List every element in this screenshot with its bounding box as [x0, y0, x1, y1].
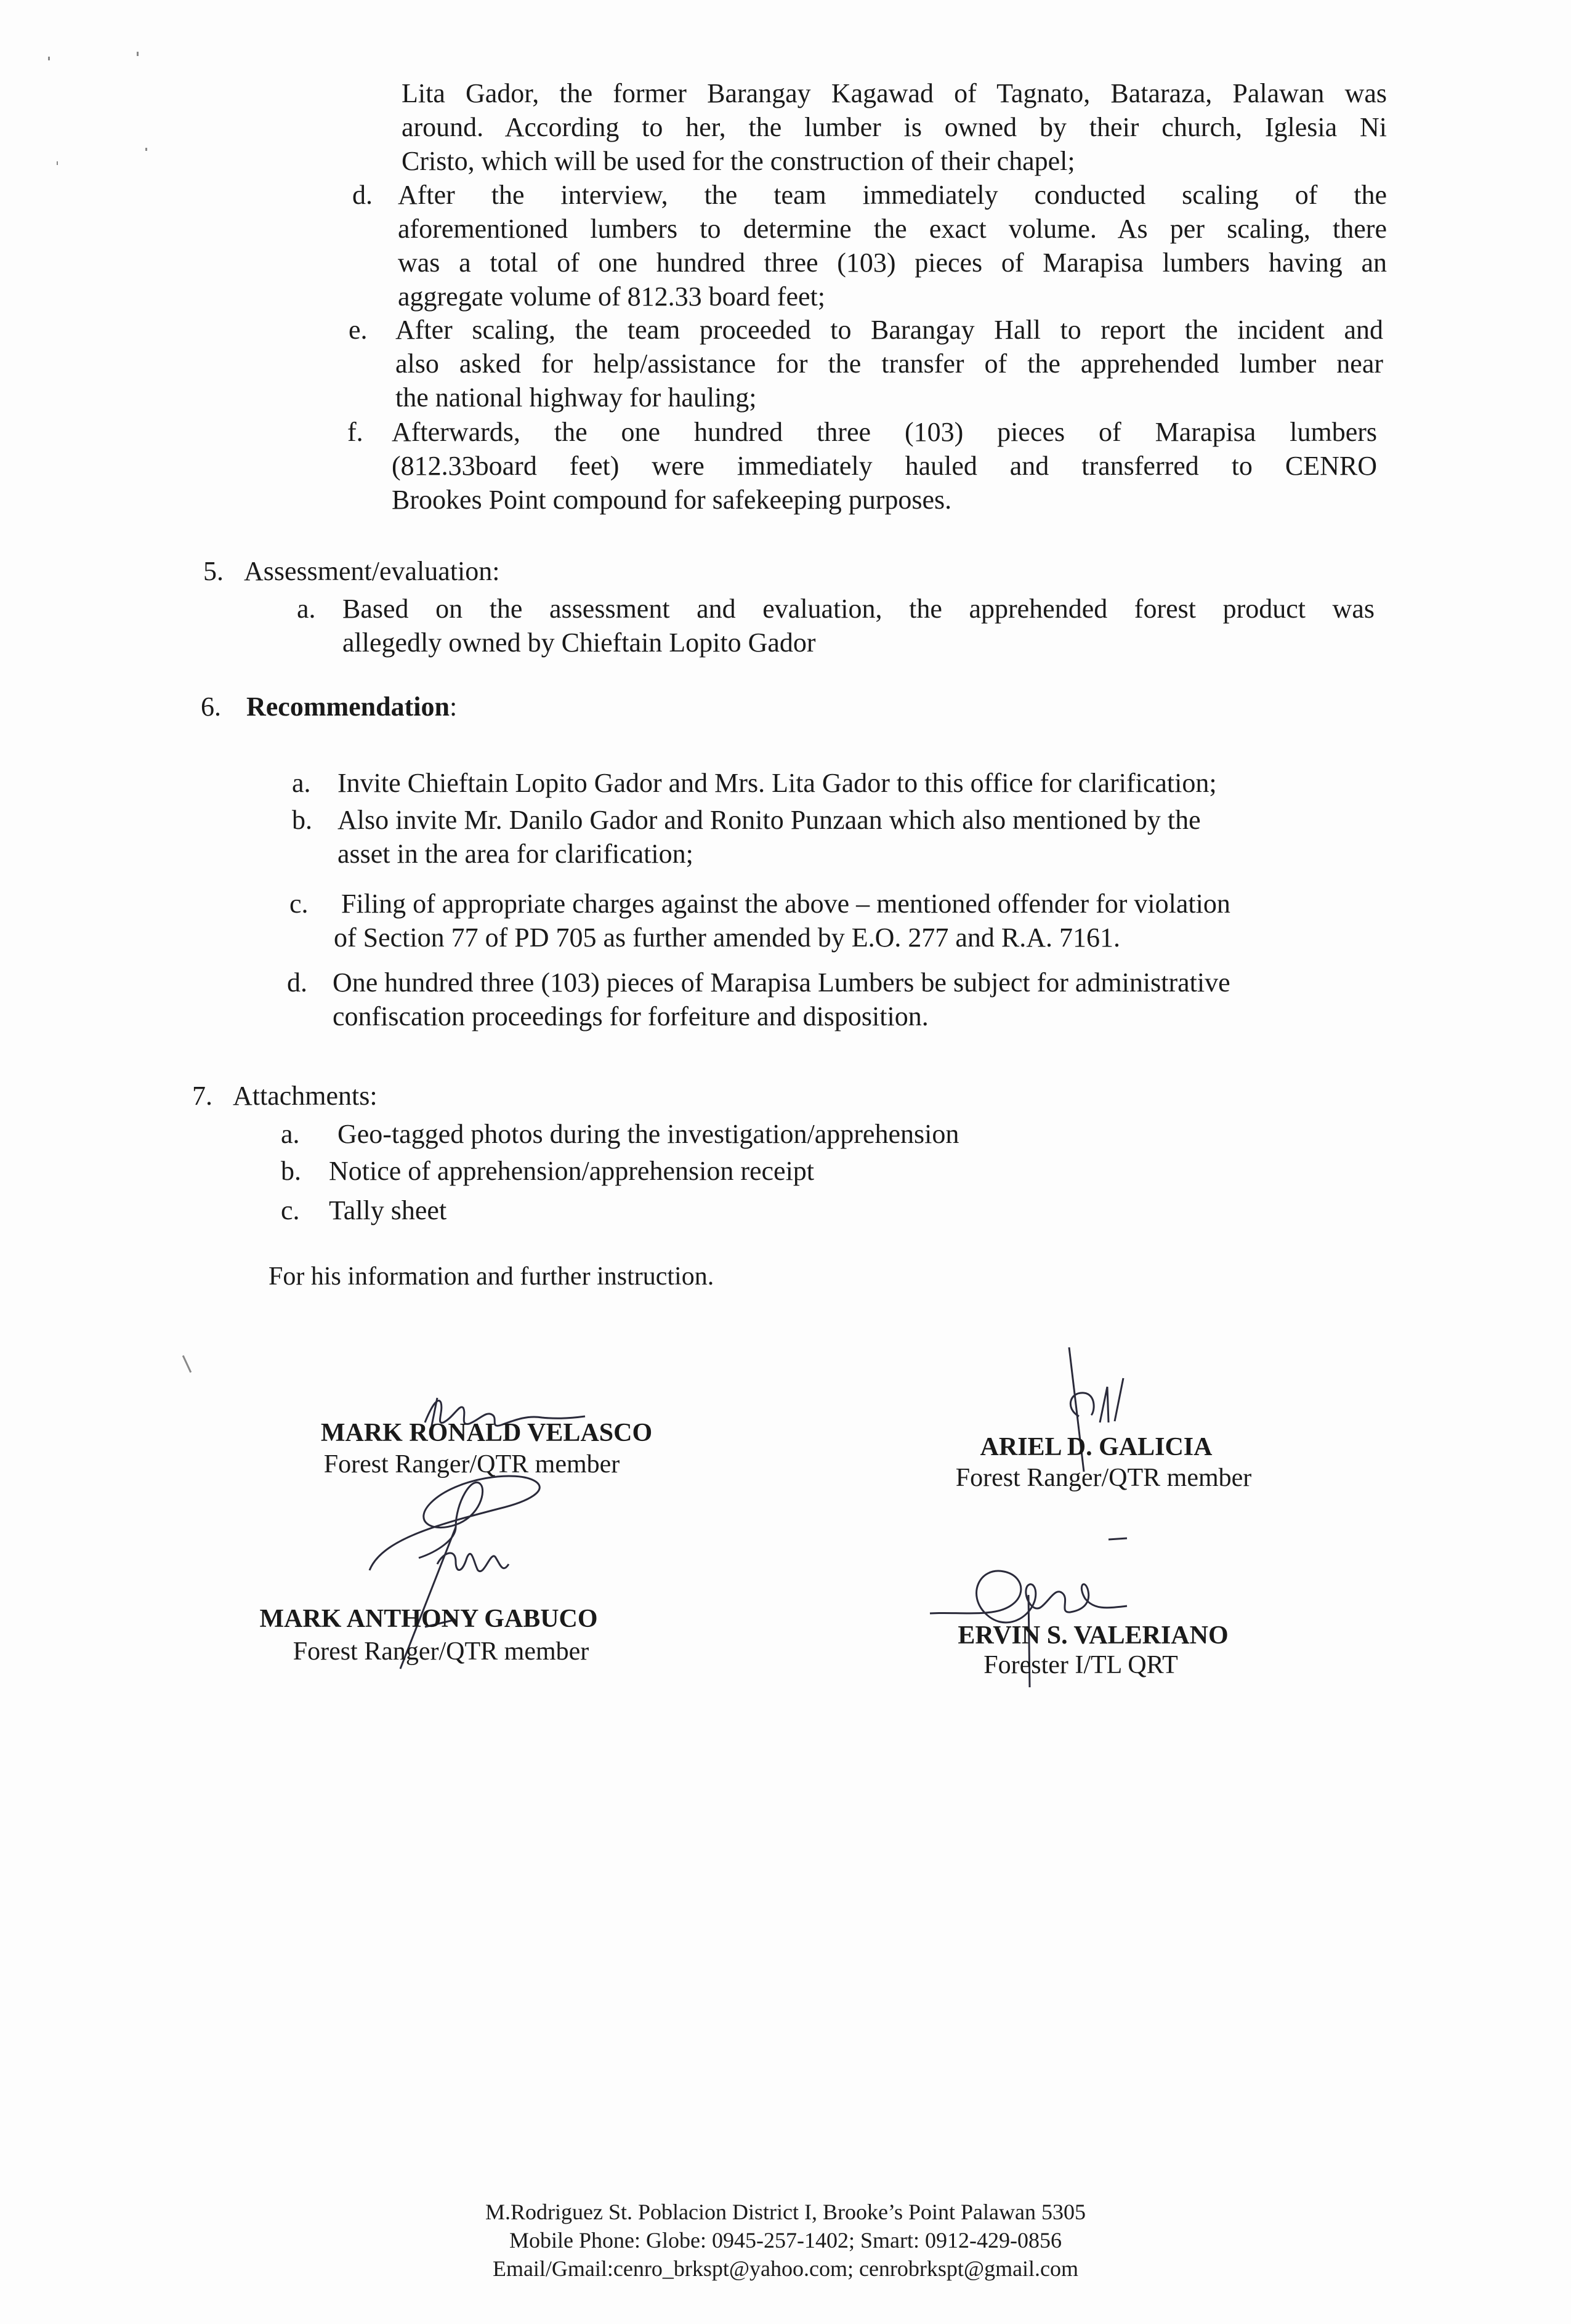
text-line: Based on the assessment and evaluation, the apprehended forest product was [342, 594, 1375, 624]
text-line: of Section 77 of PD 705 as further amended by E.O. 277 and R.A. 7161. [334, 922, 1121, 953]
list-marker: b. [292, 805, 312, 835]
list-item-text [395, 313, 1383, 414]
list-item-text [337, 766, 1400, 800]
text-line: Cristo, which will be used for the construction of their chapel; [402, 146, 1075, 176]
signatory-name: ARIEL D. GALICIA [980, 1433, 1213, 1461]
list-marker: c. [289, 889, 309, 919]
footer-phone: Mobile Phone: Globe: 0945-257-1402; Smart: 0912-429-0856 [509, 2228, 1062, 2253]
footer-email: Email/Gmail:cenro_brkspt@yahoo.com; cenrobrkspt@gmail.com [492, 2256, 1079, 2281]
signatory-name: MARK ANTHONY GABUCO [259, 1605, 598, 1633]
section-number: 6. [201, 692, 221, 722]
signatory-name: MARK RONALD VELASCO [320, 1419, 653, 1447]
list-marker: b. [281, 1156, 301, 1186]
list-item-text [333, 966, 1395, 1033]
section-6-heading [201, 690, 457, 724]
scan-speck [137, 52, 139, 56]
text-line: was a total of one hundred three (103) pieces of Marapisa lumbers having an [398, 248, 1387, 278]
closing-line: For his information and further instruction. [269, 1262, 714, 1291]
text-line: After scaling, the team proceeded to Barangay Hall to report the incident and [395, 315, 1383, 345]
list-marker: d. [352, 180, 373, 210]
text-line: asset in the area for clarification; [337, 839, 693, 869]
section-number: 7. [192, 1081, 212, 1111]
scan-speck [145, 148, 147, 151]
text-line: After the interview, the team immediately conducted scaling of the [398, 180, 1387, 210]
list-marker: e. [349, 315, 368, 345]
signatory-title: Forester I/TL QRT [983, 1651, 1178, 1679]
footer-address: M.Rodriguez St. Poblacion District I, Brooke’s Point Palawan 5305 [485, 2200, 1086, 2224]
signatory-title: Forest Ranger/QTR member [955, 1464, 1252, 1492]
list-item-text: Notice of apprehension/apprehension receipt [329, 1156, 815, 1186]
list-item-text [398, 178, 1387, 313]
text-line: Also invite Mr. Danilo Gador and Ronito Punzaan which also mentioned by the [337, 805, 1201, 835]
list-marker: d. [287, 967, 307, 998]
signatory-name: ERVIN S. VALERIANO [958, 1621, 1229, 1650]
list-item-text [392, 415, 1377, 517]
section-title: Assessment/evaluation: [244, 556, 500, 586]
scan-speck [48, 57, 50, 60]
section-number: 5. [203, 556, 224, 586]
list-item-text: Tally sheet [329, 1195, 447, 1225]
scan-speck [182, 1355, 192, 1373]
text-line: allegedly owned by Chieftain Lopito Gador [342, 627, 816, 658]
section-7-heading [192, 1079, 378, 1113]
scan-speck [57, 161, 58, 165]
text-line: also asked for help/assistance for the transfer of the apprehended lumber near [395, 349, 1383, 379]
text-line: confiscation proceedings for forfeiture and disposition. [333, 1001, 929, 1031]
text-line: Afterwards, the one hundred three (103) pieces of Marapisa lumbers [392, 417, 1377, 447]
list-marker: f. [347, 417, 363, 447]
section-title: Recommendation [246, 692, 450, 722]
text-line: Invite Chieftain Lopito Gador and Mrs. Lita Gador to this office for clarification; [337, 768, 1217, 798]
list-marker: a. [292, 768, 311, 798]
text-line: around. According to her, the lumber is owned by their church, Iglesia Ni [402, 112, 1387, 142]
text-line: Filing of appropriate charges against the above – mentioned offender for violation [341, 889, 1230, 919]
section-title-colon: : [449, 692, 458, 722]
text-line: Lita Gador, the former Barangay Kagawad of Tagnato, Bataraza, Palawan was [402, 78, 1387, 108]
continued-paragraph [402, 76, 1387, 178]
list-marker: a. [297, 594, 316, 624]
list-item-text [334, 887, 1398, 954]
section-title: Attachments: [233, 1081, 378, 1111]
signatory-title: Forest Ranger/QTR member [323, 1450, 620, 1479]
list-marker: c. [281, 1195, 300, 1225]
list-item-text: Geo-tagged photos during the investigation/apprehension [337, 1119, 959, 1149]
text-line: (812.33board feet) were immediately hauled and transferred to CENRO [392, 451, 1377, 481]
text-line: the national highway for hauling; [395, 382, 757, 413]
text-line: One hundred three (103) pieces of Marapisa Lumbers be subject for administrative [333, 967, 1230, 998]
list-item-text [337, 803, 1400, 871]
text-line: aforementioned lumbers to determine the exact volume. As per scaling, there [398, 214, 1387, 244]
section-5-heading [203, 554, 500, 588]
signatory-title: Forest Ranger/QTR member [293, 1637, 589, 1666]
text-line: aggregate volume of 812.33 board feet; [398, 281, 825, 312]
list-marker: a. [281, 1119, 300, 1149]
text-line: Brookes Point compound for safekeeping purposes. [392, 485, 952, 515]
list-item-text [342, 592, 1375, 660]
